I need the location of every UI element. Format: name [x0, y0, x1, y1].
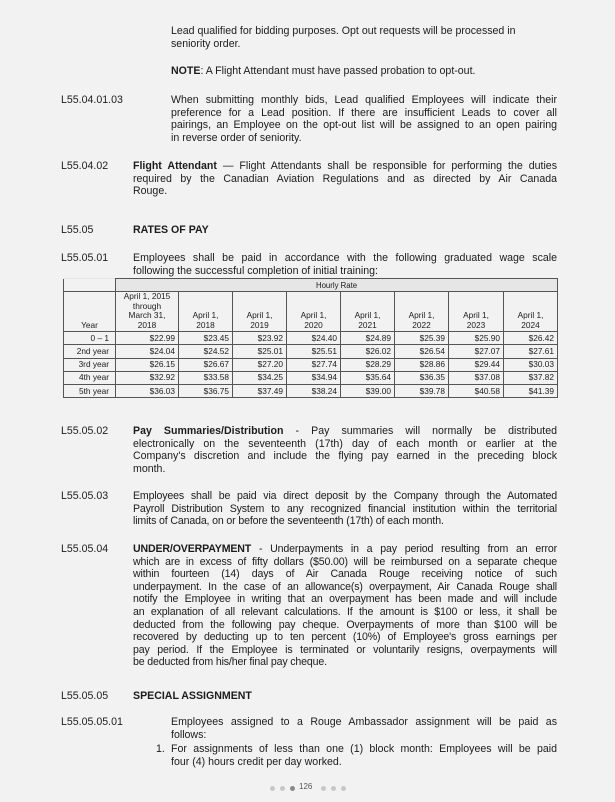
- section-number: L55.05.05: [61, 690, 109, 702]
- header-line: April 1,: [517, 310, 544, 321]
- header-line: April 1,: [408, 310, 435, 321]
- page-indicator: [0, 780, 615, 800]
- page-dot[interactable]: [270, 786, 275, 791]
- text-line: which are in excess of fifty dollars ($50.00) will be reimbursed on a separate cheque: [133, 555, 557, 568]
- wage-cell: $26.67: [179, 358, 233, 371]
- text-line: For assignments of less than one (1) block month: Employees will be paid: [171, 743, 557, 755]
- text-line: preference for a Lead position. If there are insufficient Leads to cover all: [171, 106, 557, 119]
- header-line: 2021: [358, 319, 377, 330]
- wage-cell: $25.01: [233, 345, 287, 358]
- wage-cell: $24.04: [116, 345, 179, 358]
- wage-cell: $41.39: [504, 384, 558, 397]
- page-dot-active[interactable]: [290, 786, 295, 791]
- text-line: four (4) hours credit per day worked.: [171, 755, 342, 768]
- wage-cell: $36.75: [179, 384, 233, 397]
- text-line: Employees shall be paid in accordance with the following graduated wage scale: [133, 252, 557, 264]
- header-line: 2022: [412, 319, 431, 330]
- text-line: limits of Canada, on or before the seventeenth (17th) of each month.: [133, 515, 444, 528]
- text-line: pairings, an Employee on the opt-out list will be assigned to an open pairing: [171, 119, 557, 132]
- text-line: required by the Canadian Aviation Regulations and as directed by Air Canada: [133, 172, 557, 185]
- page-number: 126: [299, 782, 313, 791]
- year-label: 2nd year: [64, 345, 116, 358]
- wage-cell: $34.94: [287, 371, 341, 384]
- under-overpayment-paragraph: [133, 543, 557, 669]
- wage-table-body: [64, 332, 558, 398]
- lead-opt-out-paragraph: [171, 25, 557, 50]
- wage-cell: $25.51: [287, 345, 341, 358]
- wage-cell: $35.64: [341, 371, 395, 384]
- wage-cell: $36.35: [395, 371, 449, 384]
- wage-cell: $28.29: [341, 358, 395, 371]
- page-dot[interactable]: [331, 786, 336, 791]
- wage-cell: $32.92: [116, 371, 179, 384]
- section-heading: RATES OF PAY: [133, 224, 209, 236]
- text-line: recovered by deducting up to ten percent (10%) of Employee's gross earnings per: [133, 631, 557, 644]
- wage-scale-intro: [133, 252, 557, 277]
- wage-cell: $26.15: [116, 358, 179, 371]
- section-number: L55.05.04: [61, 543, 109, 555]
- flight-attendant-paragraph: [133, 160, 557, 198]
- text-line: Employees shall be paid via direct deposit by the Company through the Automated: [133, 490, 557, 502]
- text-line: following the successful completion of initial training:: [133, 264, 378, 277]
- wage-cell: $38.24: [287, 384, 341, 397]
- wage-cell: $23.45: [179, 332, 233, 345]
- wage-cell: $37.08: [449, 371, 504, 384]
- header-line: April 1,: [246, 310, 273, 321]
- header-line: April 1,: [300, 310, 327, 321]
- text-line: Lead qualified for bidding purposes. Opt out requests will be processed in: [171, 25, 516, 37]
- direct-deposit-paragraph: [133, 490, 557, 528]
- text-line: be deducted from his/her final pay cheque.: [133, 656, 327, 669]
- section-number: L55.04.02: [61, 160, 109, 172]
- wage-cell: $24.40: [287, 332, 341, 345]
- header-line: 2019: [250, 319, 269, 330]
- wage-cell: $34.25: [233, 371, 287, 384]
- year-label: 4th year: [64, 371, 116, 384]
- text-line: an explanation of all relevant calculations. If the amount is $100 or less, it shall be: [133, 605, 557, 618]
- page-dot[interactable]: [280, 786, 285, 791]
- wage-cell: $27.61: [504, 345, 558, 358]
- probation-note: [171, 65, 557, 78]
- page-dot[interactable]: [341, 786, 346, 791]
- section-number: L55.04.01.03: [61, 94, 123, 106]
- wage-cell: $37.49: [233, 384, 287, 397]
- column-header: [395, 292, 449, 332]
- wage-cell: $30.03: [504, 358, 558, 371]
- list-marker: 1.: [156, 743, 165, 755]
- wage-row: [64, 332, 558, 345]
- text-line: Payroll Distribution System to any recognized financial institution within the territorial: [133, 502, 557, 515]
- header-line: April 1,: [463, 310, 489, 321]
- text-line: Employees assigned to a Rouge Ambassador assignment will be paid as: [171, 716, 557, 728]
- wage-cell: $24.89: [341, 332, 395, 345]
- wage-cell: $27.07: [449, 345, 504, 358]
- column-header: [341, 292, 395, 332]
- header-line: April 1,: [354, 310, 381, 321]
- section-number: L55.05: [61, 224, 94, 236]
- year-label: 0 – 1: [64, 332, 116, 345]
- text-line: Company's discretion and include the flying pay earned in the preceding block: [133, 450, 557, 463]
- wage-cell: $39.00: [341, 384, 395, 397]
- note-text: : A Flight Attendant must have passed probation to opt-out.: [200, 65, 476, 77]
- header-line: March 31,: [128, 310, 166, 321]
- year-label: 5th year: [64, 384, 116, 397]
- header-line: April 1, 2015: [123, 291, 171, 302]
- section-title: UNDER/OVERPAYMENT: [133, 543, 252, 555]
- wage-cell: $29.44: [449, 358, 504, 371]
- wage-cell: $24.52: [179, 345, 233, 358]
- text-line: Rouge.: [133, 185, 168, 198]
- wage-cell: $25.90: [449, 332, 504, 345]
- text-run: — Flight Attendants shall be responsible for performing the duties: [216, 160, 557, 172]
- text-run: - Underpayments in a pay period resulting from an error: [251, 543, 557, 555]
- wage-cell: $22.99: [116, 332, 179, 345]
- text-line: seniority order.: [171, 37, 241, 50]
- header-line: 2023: [466, 319, 486, 330]
- column-header: [116, 292, 179, 332]
- column-header: [179, 292, 233, 332]
- column-header: [233, 292, 287, 332]
- section-number: L55.05.03: [61, 490, 109, 502]
- text-line: underpayment. In the case of an allowance(s) overpayment, Air Canada Rouge shall: [133, 580, 557, 593]
- header-line: 2024: [521, 319, 540, 330]
- text-line: month.: [133, 462, 166, 475]
- header-line: April 1,: [192, 310, 219, 321]
- list-item: [171, 743, 557, 768]
- wage-scale-table: [63, 278, 558, 398]
- pay-summaries-paragraph: [133, 425, 557, 475]
- text-run: - Pay summaries will normally be distributed: [283, 425, 557, 437]
- text-line: notify the Employee in writing that an overpayment has been made and will include: [133, 593, 557, 606]
- note-label: NOTE: [171, 65, 201, 77]
- wage-row: [64, 345, 558, 358]
- lead-bidding-paragraph: [171, 94, 557, 144]
- wage-row: [64, 384, 558, 397]
- section-number: L55.05.01: [61, 252, 109, 264]
- header-line: through: [132, 300, 162, 311]
- wage-cell: $25.39: [395, 332, 449, 345]
- wage-cell: $33.58: [179, 371, 233, 384]
- section-title: Pay Summaries/Distribution: [133, 425, 284, 437]
- wage-cell: $37.82: [504, 371, 558, 384]
- wage-row: [64, 371, 558, 384]
- wage-cell: $39.78: [395, 384, 449, 397]
- section-title: Flight Attendant: [133, 160, 217, 172]
- section-number: L55.05.02: [61, 425, 109, 437]
- wage-row: [64, 358, 558, 371]
- column-header: [287, 292, 341, 332]
- column-header: [504, 292, 558, 332]
- header-line: 2018: [196, 319, 215, 330]
- section-number: L55.05.05.01: [61, 716, 123, 728]
- hourly-rate-header: Hourly Rate: [116, 279, 558, 292]
- text-line: in reverse order of seniority.: [171, 131, 302, 144]
- section-heading: SPECIAL ASSIGNMENT: [133, 690, 252, 702]
- table-corner-cell: [64, 279, 116, 292]
- text-line: follows:: [171, 728, 207, 741]
- text-line: within fourteen (14) days of Air Canada Rouge receiving notice of such: [133, 568, 557, 581]
- wage-cell: $28.86: [395, 358, 449, 371]
- text-line: pay period. If the Employee is terminated or voluntarily resigns, overpayments will: [133, 643, 557, 656]
- wage-cell: $27.20: [233, 358, 287, 371]
- wage-cell: $23.92: [233, 332, 287, 345]
- header-line: 2020: [304, 319, 323, 330]
- wage-cell: $40.58: [449, 384, 504, 397]
- special-assignment-paragraph: [171, 716, 557, 741]
- year-label: 3rd year: [64, 358, 116, 371]
- column-header: [449, 292, 504, 332]
- text-line: deducted from the following pay cheque. Overpayments of more than $100 will be: [133, 618, 557, 631]
- wage-cell: $27.74: [287, 358, 341, 371]
- header-line: 2018: [137, 319, 157, 330]
- page-dot[interactable]: [321, 786, 326, 791]
- wage-cell: $26.54: [395, 345, 449, 358]
- text-line: electronically on the seventeenth (17th) day of each month or earlier at the: [133, 437, 557, 450]
- year-header: Year: [64, 292, 116, 332]
- wage-cell: $26.42: [504, 332, 558, 345]
- text-line: When submitting monthly bids, Lead qualified Employees will indicate their: [171, 94, 557, 106]
- wage-cell: $36.03: [116, 384, 179, 397]
- wage-cell: $26.02: [341, 345, 395, 358]
